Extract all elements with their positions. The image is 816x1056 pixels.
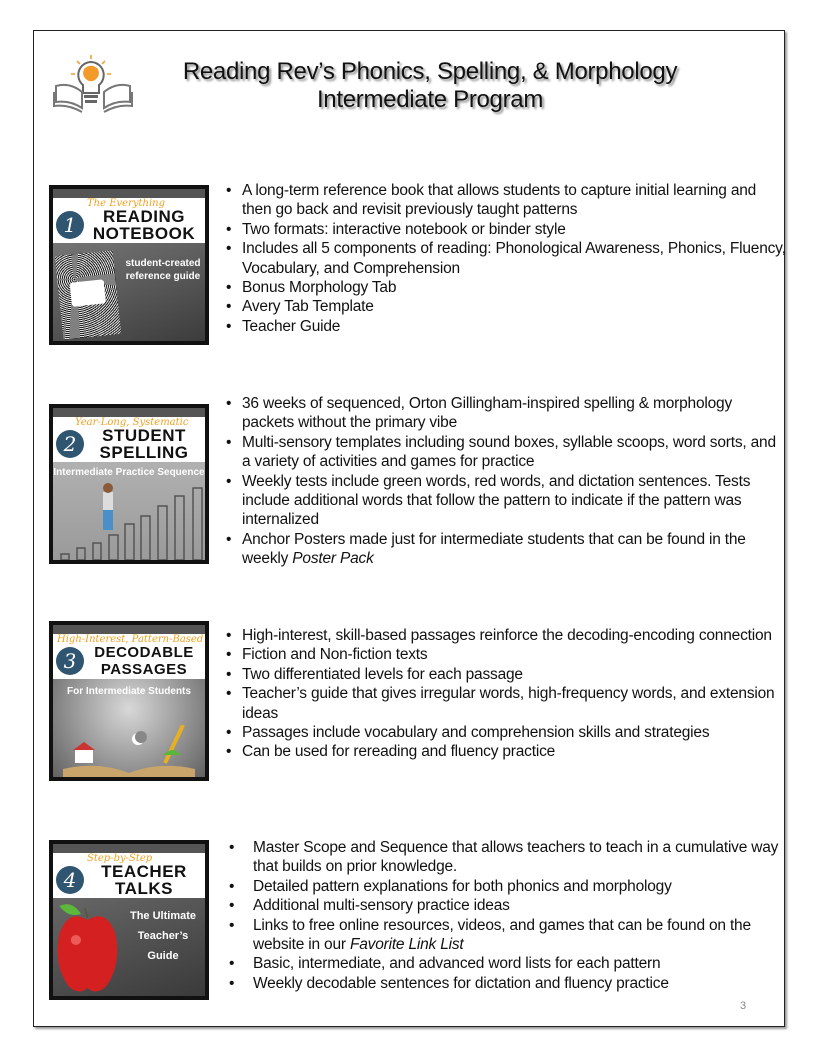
list-item: • Teacher Guide	[226, 317, 786, 336]
cover-tagline: The Everything	[87, 198, 166, 209]
reading-notebook-features	[226, 181, 786, 336]
list-item: • Passages include vocabulary and comprehension skills and strategies	[226, 723, 786, 742]
staircase-image	[53, 482, 205, 560]
cover-title: READING	[103, 207, 185, 226]
cover-tagline: High-Interest, Pattern-Based	[57, 634, 204, 645]
list-item	[226, 916, 786, 955]
list-item: • Avery Tab Template	[226, 297, 786, 316]
lightbulb-brain-book-icon	[52, 54, 134, 114]
page-number: 3	[740, 1000, 747, 1012]
list-item: • High-interest, skill-based passages reinforce the decoding-encoding connection	[226, 626, 786, 645]
cover-title: STUDENT	[102, 426, 186, 445]
cover-tagline: Year-Long, Systematic	[75, 417, 189, 428]
list-item: • Can be used for rereading and fluency practice	[226, 742, 786, 761]
title-line-1: Reading Rev’s Phonics, Spelling, & Morphology	[182, 58, 678, 85]
cover-tagline: Step-by-Step	[87, 853, 153, 864]
cover-subtitle: The Ultimate	[129, 910, 196, 922]
reading-notebook-cover	[49, 185, 209, 345]
decodable-passages-features	[226, 626, 786, 762]
cover-title: PASSAGES	[100, 661, 188, 678]
list-item: • Additional multi-sensory practice ideas	[226, 896, 786, 915]
poster-pack-text: Poster Pack	[292, 550, 374, 568]
title-line-2: Intermediate Program	[316, 86, 544, 113]
list-item: • Weekly tests include green words, red words, and dictation sentences. Tests include additional words that follow the pattern to indicate if the pattern was internalized	[226, 472, 786, 530]
student-spelling-features	[226, 394, 786, 569]
cover-subtitle: reference guide	[125, 271, 201, 282]
list-item: • Teacher’s guide that gives irregular words, high-frequency words, and extension ideas	[226, 684, 786, 723]
cover-subtitle: Teacher’s Guide	[137, 930, 189, 962]
list-item: • A long-term reference book that allows students to capture initial learning and then go back and revisit previously taught patterns	[226, 181, 786, 220]
teacher-talks-cover	[49, 840, 209, 1000]
cover-number: 3	[56, 647, 84, 675]
list-item-text: Links to free online resources, videos, and games that can be found on the website in our	[253, 916, 751, 954]
list-item: • Weekly decodable sentences for dictation and fluency practice	[226, 974, 786, 993]
list-item: • Two formats: interactive notebook or binder style	[226, 220, 786, 239]
list-item	[226, 530, 786, 569]
student-spelling-cover	[49, 404, 209, 564]
list-item: • Multi-sensory templates including sound boxes, syllable scoops, word sorts, and a variety of activities and games for practice	[226, 433, 786, 472]
list-item: • 36 weeks of sequenced, Orton Gillingham-inspired spelling & morphology packets without the primary vibe	[226, 394, 786, 433]
favorite-link-list-text: Favorite Link List	[349, 936, 464, 954]
list-item: • Includes all 5 components of reading: Phonological Awareness, Phonics, Fluency, Vocabulary, and Comprehension	[226, 239, 786, 278]
cover-subtitle: student-created	[125, 258, 201, 269]
cover-title: NOTEBOOK	[92, 224, 196, 243]
composition-notebook-image	[55, 250, 121, 340]
cover-number: 2	[56, 430, 84, 458]
cover-number: 1	[56, 211, 84, 239]
decodable-passages-cover	[49, 621, 209, 781]
cover-title: DECODABLE	[94, 644, 194, 661]
list-item: • Master Scope and Sequence that allows teachers to teach in a cumulative way that builds on prior knowledge.	[226, 838, 786, 877]
cover-title: TEACHER	[101, 862, 187, 881]
cover-subtitle: Intermediate Practice Sequence	[53, 467, 205, 478]
cover-title: TALKS	[115, 879, 173, 898]
open-book-image	[53, 725, 205, 777]
cover-subtitle: For Intermediate Students	[67, 686, 191, 697]
teacher-talks-features	[226, 838, 786, 993]
list-item: • Bonus Morphology Tab	[226, 278, 786, 297]
cover-title: SPELLING	[99, 443, 189, 462]
page-title	[140, 58, 720, 114]
list-item-text: Anchor Posters made just for intermediate students that can be found in the weekly	[242, 530, 746, 568]
apple-image	[53, 900, 123, 996]
cover-number: 4	[56, 866, 84, 894]
list-item: • Detailed pattern explanations for both phonics and morphology	[226, 877, 786, 896]
list-item: • Basic, intermediate, and advanced word lists for each pattern	[226, 954, 786, 973]
list-item: • Two differentiated levels for each passage	[226, 665, 786, 684]
list-item: • Fiction and Non-fiction texts	[226, 645, 786, 664]
